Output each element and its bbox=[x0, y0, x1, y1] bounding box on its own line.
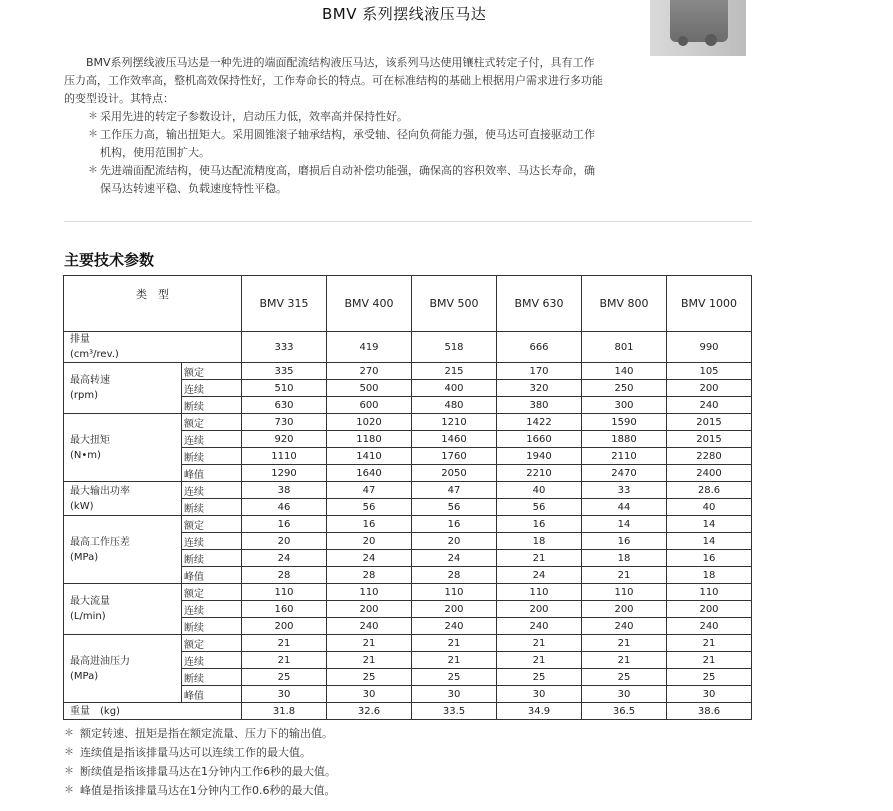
table-cell: 600 bbox=[327, 397, 412, 414]
table-cell: 31.8 bbox=[242, 703, 327, 720]
table-cell: 2015 bbox=[667, 431, 752, 448]
note-item: ＊ 连续值是指该排量马达可以连续工作的最大值。 bbox=[64, 743, 336, 762]
param-unit: (N•m) bbox=[70, 449, 101, 461]
table-cell: 56 bbox=[412, 499, 497, 516]
table-cell: 1660 bbox=[497, 431, 582, 448]
table-cell: 110 bbox=[582, 584, 667, 601]
table-cell: 30 bbox=[242, 686, 327, 703]
bullet-star-icon: ＊ bbox=[88, 111, 98, 122]
row-sub-label: 连续 bbox=[182, 482, 242, 499]
row-group-label bbox=[64, 414, 182, 482]
table-cell: 730 bbox=[242, 414, 327, 431]
param-name: 最高转速 bbox=[70, 375, 110, 386]
table-cell: 21 bbox=[412, 652, 497, 669]
table-cell: 21 bbox=[497, 550, 582, 567]
table-cell: 1020 bbox=[327, 414, 412, 431]
table-cell: 200 bbox=[667, 380, 752, 397]
table-cell: 250 bbox=[582, 380, 667, 397]
model-header: BMV 630 bbox=[497, 276, 582, 332]
table-cell: 200 bbox=[327, 601, 412, 618]
row-label-displacement bbox=[64, 332, 242, 363]
table-cell: 200 bbox=[242, 618, 327, 635]
table-cell: 14 bbox=[667, 516, 752, 533]
bullet-star-icon: ＊ bbox=[64, 728, 74, 739]
page-title: BMV 系列摆线液压马达 bbox=[322, 5, 487, 23]
row-sub-label: 峰值 bbox=[182, 686, 242, 703]
table-row bbox=[64, 703, 752, 720]
table-cell: 21 bbox=[327, 635, 412, 652]
row-sub-label: 额定 bbox=[182, 635, 242, 652]
table-cell: 16 bbox=[667, 550, 752, 567]
table-cell: 14 bbox=[667, 533, 752, 550]
type-header: 类 型 bbox=[64, 276, 242, 332]
row-sub-label: 额定 bbox=[182, 363, 242, 380]
table-cell: 21 bbox=[242, 652, 327, 669]
table-cell: 240 bbox=[667, 397, 752, 414]
table-cell: 33 bbox=[582, 482, 667, 499]
table-cell: 21 bbox=[667, 635, 752, 652]
table-cell: 1180 bbox=[327, 431, 412, 448]
spec-table bbox=[63, 275, 752, 720]
row-sub-label: 连续 bbox=[182, 431, 242, 448]
table-cell: 56 bbox=[497, 499, 582, 516]
bullet-star-icon: ＊ bbox=[88, 129, 98, 140]
table-cell: 2050 bbox=[412, 465, 497, 482]
table-cell: 200 bbox=[582, 601, 667, 618]
table-cell: 24 bbox=[497, 567, 582, 584]
row-group-label bbox=[64, 516, 182, 584]
table-cell: 110 bbox=[242, 584, 327, 601]
table-cell: 990 bbox=[667, 332, 752, 363]
table-cell: 215 bbox=[412, 363, 497, 380]
table-cell: 320 bbox=[497, 380, 582, 397]
table-cell: 16 bbox=[582, 533, 667, 550]
table-cell: 110 bbox=[497, 584, 582, 601]
note-item: ＊ 额定转速、扭矩是指在额定流量、压力下的输出值。 bbox=[64, 724, 336, 743]
table-cell: 1460 bbox=[412, 431, 497, 448]
table-cell: 2470 bbox=[582, 465, 667, 482]
table-cell: 518 bbox=[412, 332, 497, 363]
divider bbox=[64, 221, 752, 222]
row-group-label bbox=[64, 363, 182, 414]
table-cell: 270 bbox=[327, 363, 412, 380]
table-row bbox=[64, 584, 752, 601]
param-name: 排量 bbox=[70, 334, 90, 345]
table-cell: 1110 bbox=[242, 448, 327, 465]
param-unit: (MPa) bbox=[70, 670, 99, 682]
param-unit: (MPa) bbox=[70, 551, 99, 563]
table-cell: 28.6 bbox=[667, 482, 752, 499]
table-cell: 240 bbox=[582, 618, 667, 635]
table-cell: 240 bbox=[497, 618, 582, 635]
table-cell: 18 bbox=[667, 567, 752, 584]
table-cell: 1290 bbox=[242, 465, 327, 482]
section-title: 主要技术参数 bbox=[64, 251, 155, 269]
table-cell: 170 bbox=[497, 363, 582, 380]
table-cell: 2015 bbox=[667, 414, 752, 431]
table-cell: 20 bbox=[242, 533, 327, 550]
table-cell: 16 bbox=[497, 516, 582, 533]
param-unit: (cm³/rev.) bbox=[70, 349, 119, 360]
table-cell: 25 bbox=[667, 669, 752, 686]
table-cell: 240 bbox=[667, 618, 752, 635]
row-sub-label: 额定 bbox=[182, 584, 242, 601]
row-sub-label: 断续 bbox=[182, 618, 242, 635]
table-cell: 44 bbox=[582, 499, 667, 516]
table-cell: 1640 bbox=[327, 465, 412, 482]
model-header: BMV 1000 bbox=[667, 276, 752, 332]
row-sub-label: 连续 bbox=[182, 533, 242, 550]
table-row bbox=[64, 635, 752, 652]
table-cell: 21 bbox=[667, 652, 752, 669]
table-cell: 25 bbox=[497, 669, 582, 686]
table-cell: 200 bbox=[497, 601, 582, 618]
table-cell: 300 bbox=[582, 397, 667, 414]
table-cell: 480 bbox=[412, 397, 497, 414]
param-name: 最大输出功率 bbox=[70, 485, 130, 497]
param-name: 最大流量 bbox=[70, 596, 110, 607]
table-cell: 40 bbox=[497, 482, 582, 499]
feature-item: ＊ 采用先进的转定子参数设计，启动压力低，效率高并保持性好。 bbox=[88, 108, 604, 126]
table-cell: 240 bbox=[412, 618, 497, 635]
table-cell: 18 bbox=[497, 533, 582, 550]
table-cell: 46 bbox=[242, 499, 327, 516]
row-sub-label: 峰值 bbox=[182, 567, 242, 584]
table-cell: 36.5 bbox=[582, 703, 667, 720]
motor-photo bbox=[650, 0, 746, 56]
table-row bbox=[64, 414, 752, 431]
table-cell: 18 bbox=[582, 550, 667, 567]
param-name: 最高进油压力 bbox=[70, 655, 130, 667]
table-cell: 200 bbox=[412, 601, 497, 618]
row-sub-label: 额定 bbox=[182, 516, 242, 533]
bullet-star-icon: ＊ bbox=[64, 747, 74, 758]
row-sub-label: 断续 bbox=[182, 499, 242, 516]
intro-text bbox=[64, 54, 604, 198]
table-cell: 21 bbox=[582, 635, 667, 652]
table-cell: 16 bbox=[412, 516, 497, 533]
table-cell: 25 bbox=[582, 669, 667, 686]
table-cell: 38.6 bbox=[667, 703, 752, 720]
note-item: ＊ 峰值是指该排量马达在1分钟内工作0.6秒的最大值。 bbox=[64, 781, 336, 800]
table-cell: 419 bbox=[327, 332, 412, 363]
table-cell: 920 bbox=[242, 431, 327, 448]
table-cell: 32.6 bbox=[327, 703, 412, 720]
table-cell: 24 bbox=[412, 550, 497, 567]
model-header: BMV 500 bbox=[412, 276, 497, 332]
table-cell: 1210 bbox=[412, 414, 497, 431]
table-cell: 16 bbox=[327, 516, 412, 533]
table-cell: 28 bbox=[242, 567, 327, 584]
row-sub-label: 断续 bbox=[182, 669, 242, 686]
bullet-star-icon: ＊ bbox=[64, 766, 74, 777]
table-cell: 28 bbox=[327, 567, 412, 584]
table-row bbox=[64, 363, 752, 380]
table-cell: 380 bbox=[497, 397, 582, 414]
table-cell: 21 bbox=[582, 567, 667, 584]
table-cell: 2280 bbox=[667, 448, 752, 465]
row-sub-label: 峰值 bbox=[182, 465, 242, 482]
table-cell: 30 bbox=[497, 686, 582, 703]
row-sub-label: 断续 bbox=[182, 397, 242, 414]
row-sub-label: 连续 bbox=[182, 380, 242, 397]
param-name: 最高工作压差 bbox=[70, 536, 130, 548]
table-cell: 30 bbox=[412, 686, 497, 703]
intro-paragraph: BMV系列摆线液压马达是一种先进的端面配流结构液压马达，该系列马达使用镶柱式转定子付，具有工作压力高，工作效率高，整机高效保持性好，工作寿命长的特点。可在标准结构的基础上根据用户需求进行多功能的变型设计。其特点： bbox=[64, 56, 603, 105]
table-cell: 21 bbox=[327, 652, 412, 669]
model-header: BMV 400 bbox=[327, 276, 412, 332]
model-header: BMV 315 bbox=[242, 276, 327, 332]
table-cell: 30 bbox=[667, 686, 752, 703]
table-cell: 666 bbox=[497, 332, 582, 363]
table-cell: 400 bbox=[412, 380, 497, 397]
row-sub-label: 断续 bbox=[182, 448, 242, 465]
table-row bbox=[64, 482, 752, 499]
table-cell: 21 bbox=[582, 652, 667, 669]
table-cell: 47 bbox=[412, 482, 497, 499]
table-cell: 30 bbox=[582, 686, 667, 703]
param-name: 最大扭矩 bbox=[70, 434, 110, 446]
table-cell: 56 bbox=[327, 499, 412, 516]
table-cell: 110 bbox=[412, 584, 497, 601]
table-cell: 21 bbox=[497, 635, 582, 652]
table-cell: 24 bbox=[327, 550, 412, 567]
table-cell: 500 bbox=[327, 380, 412, 397]
model-header: BMV 800 bbox=[582, 276, 667, 332]
row-sub-label: 断续 bbox=[182, 550, 242, 567]
table-cell: 25 bbox=[242, 669, 327, 686]
table-cell: 110 bbox=[327, 584, 412, 601]
bullet-star-icon: ＊ bbox=[64, 785, 74, 796]
table-cell: 2400 bbox=[667, 465, 752, 482]
table-cell: 24 bbox=[242, 550, 327, 567]
row-label-weight: 重量 (kg) bbox=[64, 703, 242, 720]
feature-list bbox=[64, 108, 604, 198]
table-cell: 1760 bbox=[412, 448, 497, 465]
table-cell: 630 bbox=[242, 397, 327, 414]
table-row bbox=[64, 332, 752, 363]
row-group-label bbox=[64, 584, 182, 635]
table-cell: 1590 bbox=[582, 414, 667, 431]
table-cell: 2110 bbox=[582, 448, 667, 465]
row-sub-label: 连续 bbox=[182, 652, 242, 669]
table-cell: 40 bbox=[667, 499, 752, 516]
table-cell: 33.5 bbox=[412, 703, 497, 720]
param-unit: (L/min) bbox=[70, 611, 106, 622]
feature-item: ＊ 工作压力高，输出扭矩大。采用圆锥滚子轴承结构，承受轴、径向负荷能力强，使马达可直接驱动工作机构，使用范围扩大。 bbox=[88, 128, 595, 159]
table-cell: 34.9 bbox=[497, 703, 582, 720]
table-cell: 801 bbox=[582, 332, 667, 363]
table-cell: 335 bbox=[242, 363, 327, 380]
bullet-star-icon: ＊ bbox=[88, 165, 98, 176]
table-cell: 1940 bbox=[497, 448, 582, 465]
table-cell: 1422 bbox=[497, 414, 582, 431]
table-cell: 21 bbox=[497, 652, 582, 669]
table-cell: 25 bbox=[412, 669, 497, 686]
table-cell: 20 bbox=[327, 533, 412, 550]
row-sub-label: 额定 bbox=[182, 414, 242, 431]
table-cell: 160 bbox=[242, 601, 327, 618]
table-cell: 21 bbox=[242, 635, 327, 652]
table-cell: 200 bbox=[667, 601, 752, 618]
notes bbox=[64, 724, 336, 800]
table-cell: 1880 bbox=[582, 431, 667, 448]
feature-item: ＊ 先进端面配流结构，使马达配流精度高，磨损后自动补偿功能强，确保高的容积效率、马达长寿命，确保马达转速平稳、负载速度特性平稳。 bbox=[88, 164, 595, 195]
row-sub-label: 连续 bbox=[182, 601, 242, 618]
table-cell: 1410 bbox=[327, 448, 412, 465]
table-cell: 140 bbox=[582, 363, 667, 380]
table-header-row bbox=[64, 276, 752, 332]
table-cell: 21 bbox=[412, 635, 497, 652]
table-cell: 16 bbox=[242, 516, 327, 533]
table-cell: 240 bbox=[327, 618, 412, 635]
table-cell: 28 bbox=[412, 567, 497, 584]
table-cell: 105 bbox=[667, 363, 752, 380]
param-unit: (rpm) bbox=[70, 390, 99, 401]
spec-table-body bbox=[64, 276, 752, 720]
table-cell: 30 bbox=[327, 686, 412, 703]
note-item: ＊ 断续值是指该排量马达在1分钟内工作6秒的最大值。 bbox=[64, 762, 336, 781]
table-cell: 110 bbox=[667, 584, 752, 601]
table-cell: 38 bbox=[242, 482, 327, 499]
row-group-label bbox=[64, 482, 182, 516]
table-cell: 333 bbox=[242, 332, 327, 363]
row-group-label bbox=[64, 635, 182, 703]
table-cell: 47 bbox=[327, 482, 412, 499]
param-unit: (kW) bbox=[70, 500, 94, 512]
table-cell: 25 bbox=[327, 669, 412, 686]
table-row bbox=[64, 516, 752, 533]
table-cell: 510 bbox=[242, 380, 327, 397]
table-cell: 14 bbox=[582, 516, 667, 533]
table-cell: 2210 bbox=[497, 465, 582, 482]
table-cell: 20 bbox=[412, 533, 497, 550]
